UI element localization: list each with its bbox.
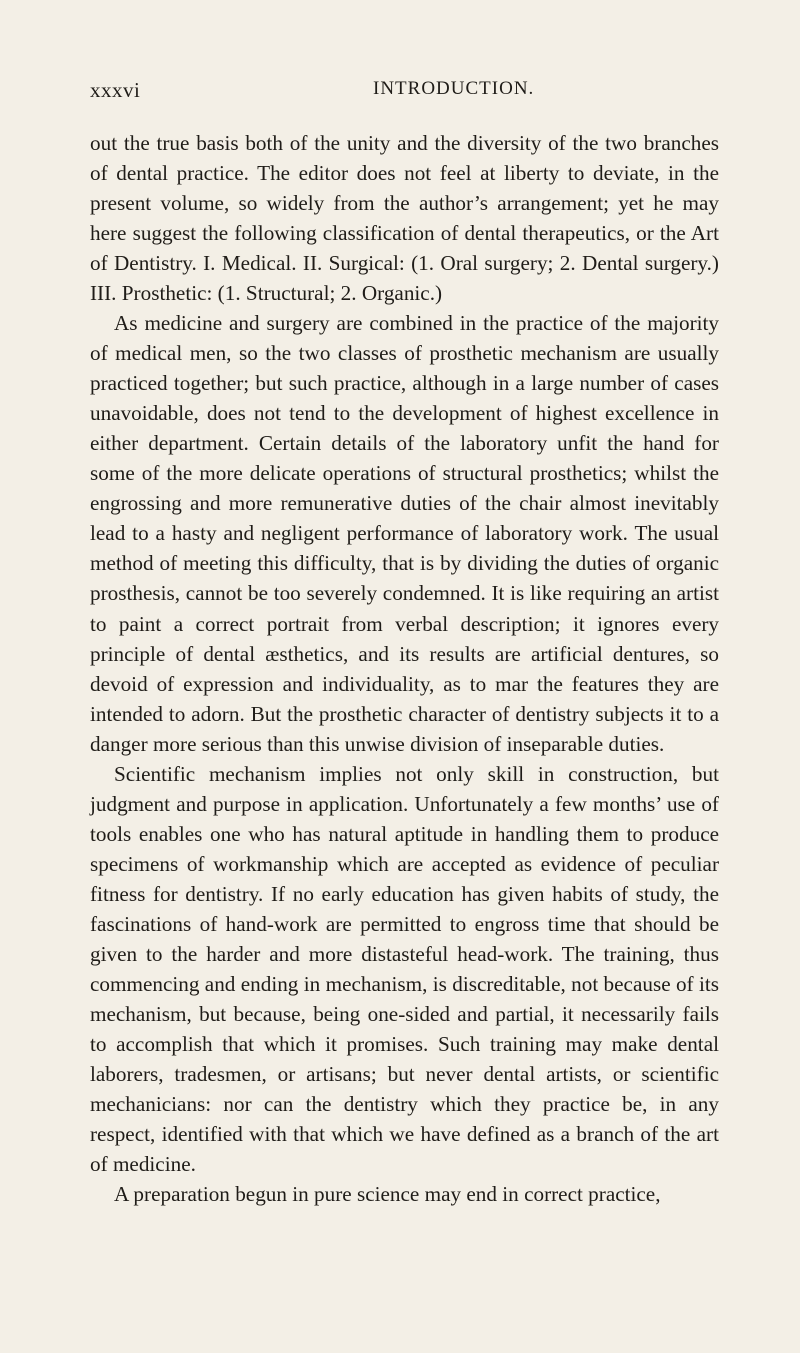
paragraph: out the true basis both of the unity and the diversity of the two branches of dental practice. The editor does not feel at liberty to deviate, in the present volume, so widely from the author’s arrangement; yet he may here suggest the following classification of dental therapeutics, or the Art of Dentistry. I. Medical. II. Surgical: (1. Oral surgery; 2. Dental surgery.) III. Prosthetic: (1. Structural; 2. Organic.) — [90, 131, 719, 306]
page-header — [90, 78, 720, 104]
paragraph: A preparation begun in pure science may end in correct practice, — [114, 1182, 661, 1207]
running-head: INTRODUCTION. — [373, 78, 535, 99]
paragraph: Scientific mechanism implies not only skill in construction, but judgment and purpose in application. Unfortunately a few months’ use of tools enables one who has natural aptitude in handling them to produce specimens of workmanship which are accepted as evidence of peculiar fitness for dentistry. If no early education has given habits of study, the fascinations of hand-work are permitted to engross time that should be given to the harder and more distasteful head-work. The training, thus commencing and ending in mechanism, is discreditable, not because of its mechanism, but because, being one-sided and partial, it necessarily fails to accomplish that which it promises. Such training may make dental laborers, tradesmen, or artisans; but never dental artists, or scientific mechanicians: nor can the dentistry which they practice be, in any respect, identified with that which we have defined as a branch of the art of medicine. — [90, 761, 719, 1177]
page-number: xxxvi — [90, 78, 141, 102]
body-text — [90, 128, 719, 1209]
paragraph: As medicine and surgery are combined in the practice of the majority of medical men, so the two classes of prosthetic mechanism are usually practiced together; but such practice, although in a large number of cases unavoidable, does not tend to the development of highest excellence in either department. Certain details of the laboratory unfit the hand for some of the more delicate operations of structural prosthetics; whilst the engrossing and more remunerative duties of the chair almost inevitably lead to a hasty and negligent performance of laboratory work. The usual method of meeting this difficulty, that is by dividing the duties of organic prosthesis, cannot be too severely condemned. It is like requiring an artist to paint a correct portrait from verbal description; it ignores every principle of dental æsthetics, and its results are artificial dentures, so devoid of expression and individuality, as to mar the features they are intended to adorn. But the prosthetic character of dentistry subjects it to a danger more serious than this unwise division of inseparable duties. — [90, 311, 719, 756]
